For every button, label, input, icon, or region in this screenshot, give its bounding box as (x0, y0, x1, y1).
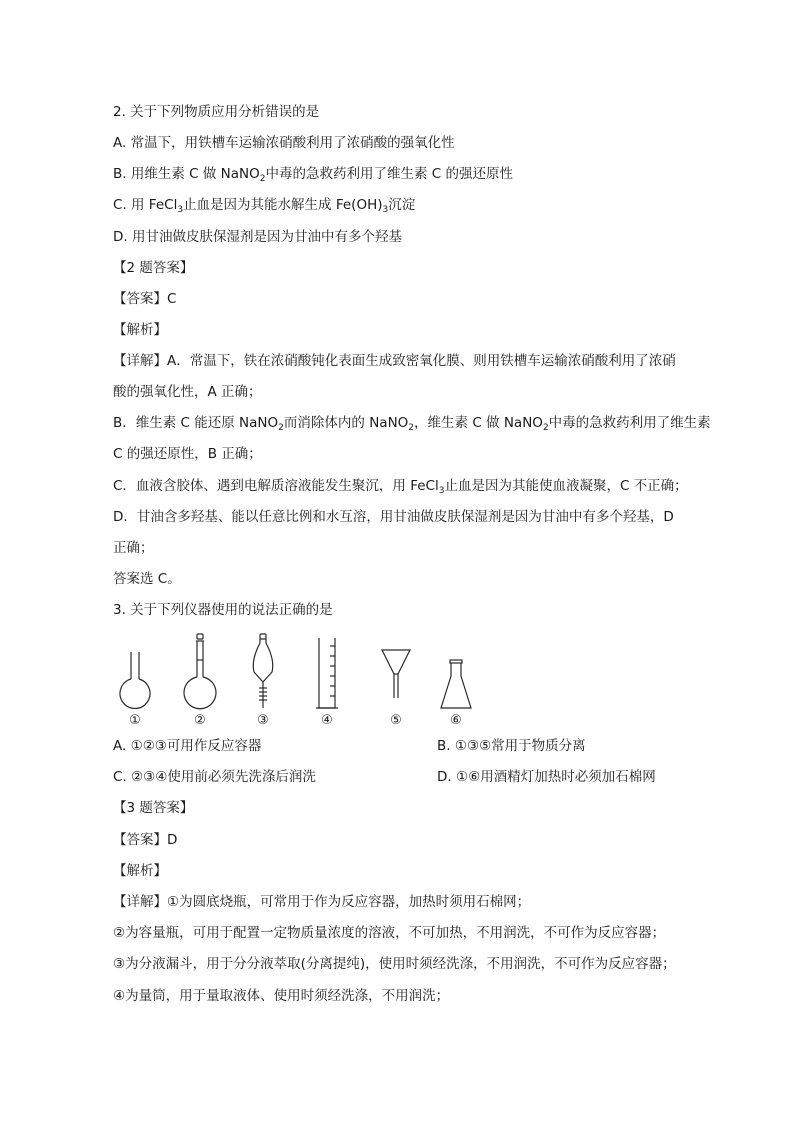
q3-detail-3: ③为分液漏斗，用于分分液萃取(分离提纯)，使用时须经洗涤，不用润洗，不可作为反应容器； (113, 956, 676, 972)
q3-option-c: C. ②③④使用前必须先洗涤后润洗 (113, 769, 316, 785)
q2-stem: 2. 关于下列物质应用分析错误的是 (113, 104, 320, 120)
figure-label-6: ⑥ (450, 713, 462, 728)
q3-answer-title: 【3 题答案】 (113, 800, 194, 816)
funnel-icon (382, 650, 410, 698)
q2-analysis-label: 【解析】 (113, 322, 167, 338)
q2-detail-b-line2: C 的强还原性，B 正确； (113, 446, 262, 462)
figure-label-4: ④ (321, 713, 333, 728)
q3-stem: 3. 关于下列仪器使用的说法正确的是 (113, 602, 333, 618)
q3-analysis-label: 【解析】 (113, 863, 167, 879)
q3-answer: 【答案】D (113, 832, 178, 848)
q3-detail-4: ④为量筒，用于量取液体、使用时须经洗涤，不用润洗； (113, 988, 450, 1004)
figure-label-1: ① (129, 713, 141, 728)
q2-detail-d-line2: 正确； (113, 540, 154, 556)
separatory-funnel-icon (253, 634, 273, 708)
q3-option-a: A. ①②③可用作反应容器 (113, 738, 262, 754)
graduated-cylinder-icon (316, 638, 338, 708)
figure-label-3: ③ (257, 713, 269, 728)
round-bottom-flask-icon (120, 652, 150, 708)
q2-option-b: B. 用维生素 C 做 NaNO$_2$中毒的急救药利用了维生素 C 的强还原性 (113, 166, 514, 184)
conical-flask-icon (441, 660, 471, 708)
q2-answer: 【答案】C (113, 291, 177, 307)
q3-option-b: B. ①③⑤常用于物质分离 (437, 738, 586, 754)
volumetric-flask-icon (184, 634, 216, 709)
q3-detail-1: 【详解】①为圆底烧瓶，可常用于作为反应容器，加热时须用石棉网； (113, 894, 531, 910)
q2-conclusion: 答案选 C。 (113, 571, 181, 587)
q2-detail-d-line1: D．甘油含多羟基、能以任意比例和水互溶，用甘油做皮肤保湿剂是因为甘油中有多个羟基，D (113, 509, 674, 525)
q2-answer-title: 【2 题答案】 (113, 260, 194, 276)
q2-detail-a-line2: 酸的强氧化性，A 正确； (113, 384, 262, 400)
q3-option-d: D. ①⑥用酒精灯加热时必须加石棉网 (437, 769, 656, 785)
q2-detail-b-line1: B．维生素 C 能还原 NaNO$_2$而消除体内的 NaNO$_2$，维生素 C 做 NaNO$_2$中毒的急救药利用了维生素 (113, 415, 711, 433)
apparatus-figure (113, 632, 473, 728)
q2-detail-c: C．血液含胶体、遇到电解质溶液能发生聚沉，用 FeCl$_3$止血是因为其能使血液凝聚，C 不正确； (113, 478, 688, 496)
figure-label-5: ⑤ (390, 713, 402, 728)
q2-detail-a-line1: 【详解】A．常温下，铁在浓硝酸钝化表面生成致密氧化膜、则用铁槽车运输浓硝酸利用了浓硝 (113, 353, 676, 369)
figure-label-2: ② (194, 713, 206, 728)
q2-option-d: D. 用甘油做皮肤保湿剂是因为甘油中有多个羟基 (113, 229, 402, 245)
q2-option-c: C. 用 FeCl$_3$止血是因为其能水解生成 $Fe(OH)_3$沉淀 (113, 197, 416, 215)
q2-option-a: A. 常温下，用铁槽车运输浓硝酸利用了浓硝酸的强氧化性 (113, 135, 455, 151)
q3-detail-2: ②为容量瓶，可用于配置一定物质量浓度的溶液，不可加热，不用润洗，不可作为反应容器； (113, 925, 666, 941)
